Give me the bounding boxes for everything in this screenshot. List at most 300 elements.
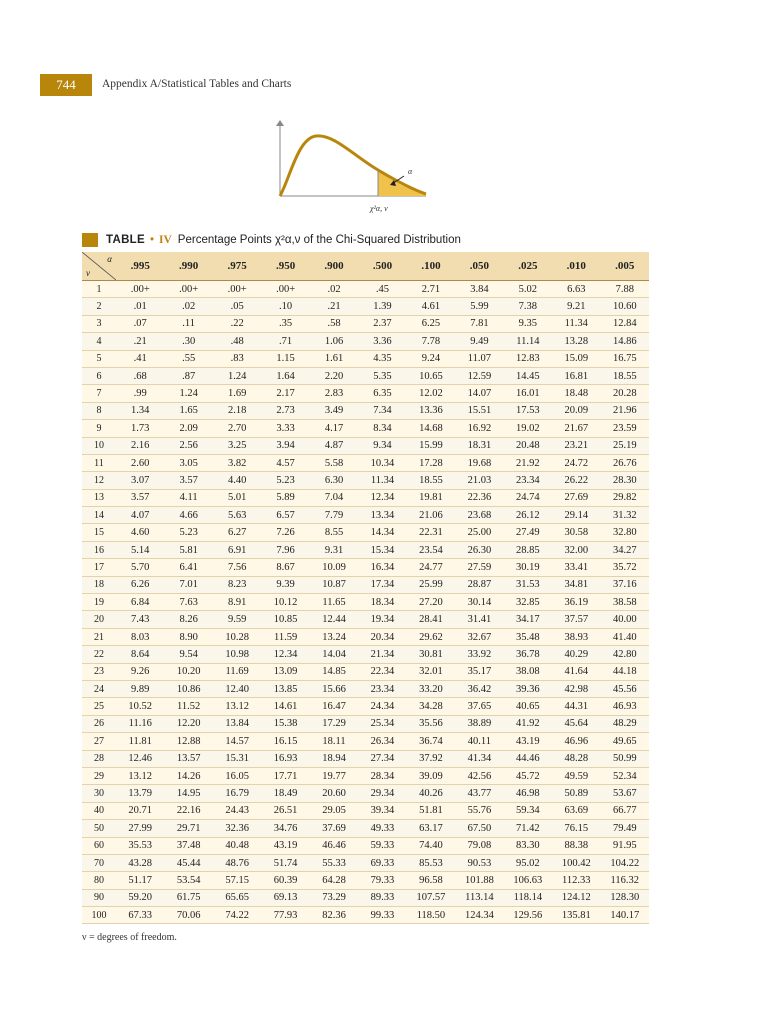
table-cell: 14.95 bbox=[164, 785, 212, 802]
table-cell: 6.30 bbox=[310, 472, 358, 489]
table-cell: 32.00 bbox=[552, 541, 600, 558]
table-cell: 112.33 bbox=[552, 872, 600, 889]
table-row bbox=[82, 733, 649, 750]
table-cell: .02 bbox=[164, 298, 212, 315]
table-cell: 74.40 bbox=[407, 837, 455, 854]
table-cell: 7.26 bbox=[261, 524, 309, 541]
degrees-of-freedom-cell: 19 bbox=[82, 594, 116, 611]
table-cell: 8.26 bbox=[164, 611, 212, 628]
column-header: .050 bbox=[455, 252, 503, 281]
critical-value-label: χ²α, ν bbox=[370, 204, 388, 213]
table-cell: 51.17 bbox=[116, 872, 164, 889]
table-cell: 13.85 bbox=[261, 680, 309, 697]
table-cell: 26.51 bbox=[261, 802, 309, 819]
table-cell: 15.09 bbox=[552, 350, 600, 367]
table-cell: 8.91 bbox=[213, 594, 261, 611]
table-cell: 3.57 bbox=[116, 489, 164, 506]
table-cell: 7.56 bbox=[213, 559, 261, 576]
table-cell: 45.44 bbox=[164, 854, 212, 871]
table-cell: 15.38 bbox=[261, 715, 309, 732]
table-cell: 9.39 bbox=[261, 576, 309, 593]
table-cell: .83 bbox=[213, 350, 261, 367]
table-cell: 12.46 bbox=[116, 750, 164, 767]
table-cell: 2.37 bbox=[358, 315, 406, 332]
page-header-title: Appendix A/Statistical Tables and Charts bbox=[102, 78, 292, 90]
table-cell: 7.04 bbox=[310, 489, 358, 506]
table-cell: .22 bbox=[213, 315, 261, 332]
table-cell: 3.49 bbox=[310, 402, 358, 419]
table-cell: 7.01 bbox=[164, 576, 212, 593]
table-cell: 29.62 bbox=[407, 628, 455, 645]
table-cell: 3.36 bbox=[358, 333, 406, 350]
table-row bbox=[82, 489, 649, 506]
table-cell: 12.34 bbox=[261, 646, 309, 663]
table-cell: 6.26 bbox=[116, 576, 164, 593]
table-cell: 46.98 bbox=[504, 785, 552, 802]
degrees-of-freedom-cell: 40 bbox=[82, 802, 116, 819]
degrees-of-freedom-cell: 1 bbox=[82, 281, 116, 298]
table-cell: 17.34 bbox=[358, 576, 406, 593]
table-cell: 67.50 bbox=[455, 820, 503, 837]
table-cell: 10.34 bbox=[358, 454, 406, 471]
table-cell: 9.59 bbox=[213, 611, 261, 628]
table-cell: 61.75 bbox=[164, 889, 212, 906]
table-cell: 45.72 bbox=[504, 767, 552, 784]
table-cell: 42.98 bbox=[552, 680, 600, 697]
table-cell: 1.34 bbox=[116, 402, 164, 419]
table-cell: 36.19 bbox=[552, 594, 600, 611]
degrees-of-freedom-cell: 17 bbox=[82, 559, 116, 576]
table-cell: 48.76 bbox=[213, 854, 261, 871]
table-cell: 10.86 bbox=[164, 680, 212, 697]
table-cell: .02 bbox=[310, 281, 358, 298]
table-row bbox=[82, 854, 649, 871]
table-cell: 10.52 bbox=[116, 698, 164, 715]
table-cell: 45.64 bbox=[552, 715, 600, 732]
table-cell: .30 bbox=[164, 333, 212, 350]
degrees-of-freedom-cell: 3 bbox=[82, 315, 116, 332]
table-cell: 24.72 bbox=[552, 454, 600, 471]
table-cell: .01 bbox=[116, 298, 164, 315]
table-row bbox=[82, 437, 649, 454]
table-cell: 38.08 bbox=[504, 663, 552, 680]
table-cell: 12.59 bbox=[455, 367, 503, 384]
table-cell: 10.09 bbox=[310, 559, 358, 576]
table-cell: 16.15 bbox=[261, 733, 309, 750]
table-row bbox=[82, 315, 649, 332]
table-cell: 2.56 bbox=[164, 437, 212, 454]
table-cell: 27.49 bbox=[504, 524, 552, 541]
table-cell: 29.71 bbox=[164, 820, 212, 837]
table-cell: 1.61 bbox=[310, 350, 358, 367]
degrees-of-freedom-cell: 14 bbox=[82, 507, 116, 524]
table-cell: 8.23 bbox=[213, 576, 261, 593]
table-cell: 96.58 bbox=[407, 872, 455, 889]
table-cell: 5.01 bbox=[213, 489, 261, 506]
table-cell: 5.23 bbox=[164, 524, 212, 541]
table-cell: 60.39 bbox=[261, 872, 309, 889]
table-cell: 118.50 bbox=[407, 907, 455, 924]
table-cell: 43.19 bbox=[504, 733, 552, 750]
table-cell: 23.54 bbox=[407, 541, 455, 558]
table-cell: 7.34 bbox=[358, 402, 406, 419]
table-cell: 79.49 bbox=[601, 820, 649, 837]
column-header: .995 bbox=[116, 252, 164, 281]
table-row bbox=[82, 594, 649, 611]
table-row bbox=[82, 333, 649, 350]
table-row bbox=[82, 837, 649, 854]
degrees-of-freedom-cell: 22 bbox=[82, 646, 116, 663]
table-cell: 69.13 bbox=[261, 889, 309, 906]
table-cell: 3.05 bbox=[164, 454, 212, 471]
table-cell: 23.34 bbox=[358, 680, 406, 697]
column-header: .010 bbox=[552, 252, 600, 281]
table-cell: 8.64 bbox=[116, 646, 164, 663]
table-cell: 12.44 bbox=[310, 611, 358, 628]
table-cell: 22.16 bbox=[164, 802, 212, 819]
table-cell: 2.20 bbox=[310, 367, 358, 384]
table-cell: 10.20 bbox=[164, 663, 212, 680]
degrees-of-freedom-cell: 8 bbox=[82, 402, 116, 419]
table-cell: 32.36 bbox=[213, 820, 261, 837]
degrees-of-freedom-cell: 11 bbox=[82, 454, 116, 471]
table-cell: 12.02 bbox=[407, 385, 455, 402]
table-cell: 7.79 bbox=[310, 507, 358, 524]
table-cell: .99 bbox=[116, 385, 164, 402]
table-cell: 10.98 bbox=[213, 646, 261, 663]
table-cell: 16.47 bbox=[310, 698, 358, 715]
table-row bbox=[82, 472, 649, 489]
table-cell: 77.93 bbox=[261, 907, 309, 924]
table-cell: 113.14 bbox=[455, 889, 503, 906]
table-header-row bbox=[82, 252, 649, 281]
column-header: .005 bbox=[601, 252, 649, 281]
table-cell: 5.70 bbox=[116, 559, 164, 576]
table-cell: 28.85 bbox=[504, 541, 552, 558]
table-cell: 99.33 bbox=[358, 907, 406, 924]
table-cell: 21.92 bbox=[504, 454, 552, 471]
table-cell: 124.12 bbox=[552, 889, 600, 906]
table-cell: 89.33 bbox=[358, 889, 406, 906]
table-cell: 3.82 bbox=[213, 454, 261, 471]
table-cell: 73.29 bbox=[310, 889, 358, 906]
table-cell: 41.92 bbox=[504, 715, 552, 732]
table-cell: 11.69 bbox=[213, 663, 261, 680]
table-cell: 5.89 bbox=[261, 489, 309, 506]
table-cell: 23.59 bbox=[601, 420, 649, 437]
table-cell: 65.65 bbox=[213, 889, 261, 906]
table-cell: 4.87 bbox=[310, 437, 358, 454]
table-cell: 38.58 bbox=[601, 594, 649, 611]
table-cell: 19.02 bbox=[504, 420, 552, 437]
table-cell: 22.31 bbox=[407, 524, 455, 541]
table-cell: 6.84 bbox=[116, 594, 164, 611]
table-cell: .10 bbox=[261, 298, 309, 315]
corner-nu-label: ν bbox=[86, 268, 90, 278]
table-cell: 18.55 bbox=[407, 472, 455, 489]
table-cell: 106.63 bbox=[504, 872, 552, 889]
table-cell: 19.68 bbox=[455, 454, 503, 471]
table-cell: 17.29 bbox=[310, 715, 358, 732]
table-cell: 71.42 bbox=[504, 820, 552, 837]
degrees-of-freedom-cell: 28 bbox=[82, 750, 116, 767]
table-cell: 59.34 bbox=[504, 802, 552, 819]
table-cell: 38.89 bbox=[455, 715, 503, 732]
degrees-of-freedom-cell: 30 bbox=[82, 785, 116, 802]
table-cell: 6.27 bbox=[213, 524, 261, 541]
table-cell: 9.35 bbox=[504, 315, 552, 332]
table-cell: 2.71 bbox=[407, 281, 455, 298]
table-cell: 12.83 bbox=[504, 350, 552, 367]
table-cell: 79.33 bbox=[358, 872, 406, 889]
table-row bbox=[82, 767, 649, 784]
table-cell: 82.36 bbox=[310, 907, 358, 924]
table-cell: 48.29 bbox=[601, 715, 649, 732]
table-cell: 13.28 bbox=[552, 333, 600, 350]
table-cell: 45.56 bbox=[601, 680, 649, 697]
table-cell: 11.34 bbox=[358, 472, 406, 489]
table-cell: .41 bbox=[116, 350, 164, 367]
table-cell: 27.34 bbox=[358, 750, 406, 767]
table-cell: 14.04 bbox=[310, 646, 358, 663]
degrees-of-freedom-cell: 15 bbox=[82, 524, 116, 541]
table-cell: 4.66 bbox=[164, 507, 212, 524]
table-cell: 41.34 bbox=[455, 750, 503, 767]
table-cell: 7.78 bbox=[407, 333, 455, 350]
table-row bbox=[82, 646, 649, 663]
table-cell: 10.65 bbox=[407, 367, 455, 384]
table-cell: 22.36 bbox=[455, 489, 503, 506]
table-cell: 27.69 bbox=[552, 489, 600, 506]
table-cell: 13.12 bbox=[213, 698, 261, 715]
caption-bullet: • bbox=[149, 234, 155, 246]
degrees-of-freedom-cell: 20 bbox=[82, 611, 116, 628]
table-cell: 20.48 bbox=[504, 437, 552, 454]
table-cell: 140.17 bbox=[601, 907, 649, 924]
table-cell: 13.34 bbox=[358, 507, 406, 524]
caption-table-number: IV bbox=[159, 234, 172, 246]
table-cell: 4.61 bbox=[407, 298, 455, 315]
table-cell: 49.59 bbox=[552, 767, 600, 784]
table-cell: 63.69 bbox=[552, 802, 600, 819]
table-cell: 4.07 bbox=[116, 507, 164, 524]
table-cell: 26.12 bbox=[504, 507, 552, 524]
table-cell: 39.34 bbox=[358, 802, 406, 819]
table-cell: 14.45 bbox=[504, 367, 552, 384]
table-cell: 40.26 bbox=[407, 785, 455, 802]
table-cell: 43.77 bbox=[455, 785, 503, 802]
table-cell: 1.73 bbox=[116, 420, 164, 437]
table-cell: 14.85 bbox=[310, 663, 358, 680]
table-cell: 23.34 bbox=[504, 472, 552, 489]
page-number: 744 bbox=[40, 74, 92, 96]
table-cell: 12.20 bbox=[164, 715, 212, 732]
degrees-of-freedom-cell: 9 bbox=[82, 420, 116, 437]
table-row bbox=[82, 402, 649, 419]
table-cell: 37.65 bbox=[455, 698, 503, 715]
table-cell: 41.64 bbox=[552, 663, 600, 680]
degrees-of-freedom-cell: 18 bbox=[82, 576, 116, 593]
degrees-of-freedom-cell: 70 bbox=[82, 854, 116, 871]
table-cell: 37.69 bbox=[310, 820, 358, 837]
table-cell: 37.57 bbox=[552, 611, 600, 628]
table-cell: 15.51 bbox=[455, 402, 503, 419]
table-cell: 27.59 bbox=[455, 559, 503, 576]
table-cell: 34.28 bbox=[407, 698, 455, 715]
table-cell: 44.18 bbox=[601, 663, 649, 680]
table-row bbox=[82, 507, 649, 524]
table-cell: 59.20 bbox=[116, 889, 164, 906]
table-cell: 28.87 bbox=[455, 576, 503, 593]
table-cell: 18.48 bbox=[552, 385, 600, 402]
table-cell: 34.27 bbox=[601, 541, 649, 558]
table-cell: 18.34 bbox=[358, 594, 406, 611]
table-cell: .00+ bbox=[116, 281, 164, 298]
table-cell: 15.99 bbox=[407, 437, 455, 454]
table-cell: 19.81 bbox=[407, 489, 455, 506]
table-cell: 24.74 bbox=[504, 489, 552, 506]
table-cell: 1.24 bbox=[164, 385, 212, 402]
table-row bbox=[82, 385, 649, 402]
table-cell: 90.53 bbox=[455, 854, 503, 871]
table-cell: 5.58 bbox=[310, 454, 358, 471]
table-cell: 11.14 bbox=[504, 333, 552, 350]
table-cell: 64.28 bbox=[310, 872, 358, 889]
table-cell: 20.60 bbox=[310, 785, 358, 802]
table-cell: 13.57 bbox=[164, 750, 212, 767]
degrees-of-freedom-cell: 21 bbox=[82, 628, 116, 645]
degrees-of-freedom-cell: 16 bbox=[82, 541, 116, 558]
table-cell: 1.24 bbox=[213, 367, 261, 384]
table-cell: 23.68 bbox=[455, 507, 503, 524]
table-cell: 15.66 bbox=[310, 680, 358, 697]
degrees-of-freedom-cell: 27 bbox=[82, 733, 116, 750]
table-cell: 9.21 bbox=[552, 298, 600, 315]
table-cell: 35.17 bbox=[455, 663, 503, 680]
table-cell: 16.81 bbox=[552, 367, 600, 384]
table-cell: .00+ bbox=[164, 281, 212, 298]
table-cell: 10.28 bbox=[213, 628, 261, 645]
degrees-of-freedom-cell: 29 bbox=[82, 767, 116, 784]
table-cell: 14.07 bbox=[455, 385, 503, 402]
table-cell: 36.74 bbox=[407, 733, 455, 750]
footnote: ν = degrees of freedom. bbox=[82, 932, 177, 943]
table-cell: 23.21 bbox=[552, 437, 600, 454]
table-cell: 44.46 bbox=[504, 750, 552, 767]
table-cell: 20.09 bbox=[552, 402, 600, 419]
table-cell: 2.18 bbox=[213, 402, 261, 419]
table-cell: 135.81 bbox=[552, 907, 600, 924]
table-cell: 25.00 bbox=[455, 524, 503, 541]
table-cell: 107.57 bbox=[407, 889, 455, 906]
column-header: .990 bbox=[164, 252, 212, 281]
table-cell: 2.16 bbox=[116, 437, 164, 454]
table-row bbox=[82, 541, 649, 558]
table-cell: 25.99 bbox=[407, 576, 455, 593]
table-cell: 22.34 bbox=[358, 663, 406, 680]
table-cell: 12.88 bbox=[164, 733, 212, 750]
table-cell: 8.55 bbox=[310, 524, 358, 541]
table-cell: 2.83 bbox=[310, 385, 358, 402]
table-cell: 36.42 bbox=[455, 680, 503, 697]
table-cell: .87 bbox=[164, 367, 212, 384]
table-cell: 30.14 bbox=[455, 594, 503, 611]
table-cell: 70.06 bbox=[164, 907, 212, 924]
table-cell: 14.57 bbox=[213, 733, 261, 750]
table-cell: 1.06 bbox=[310, 333, 358, 350]
table-cell: 21.96 bbox=[601, 402, 649, 419]
table-cell: 26.22 bbox=[552, 472, 600, 489]
table-row bbox=[82, 611, 649, 628]
table-row bbox=[82, 559, 649, 576]
table-cell: 35.72 bbox=[601, 559, 649, 576]
table-cell: 1.64 bbox=[261, 367, 309, 384]
table-cell: 25.19 bbox=[601, 437, 649, 454]
table-cell: 11.07 bbox=[455, 350, 503, 367]
table-cell: 9.54 bbox=[164, 646, 212, 663]
table-cell: 5.63 bbox=[213, 507, 261, 524]
table-cell: 26.34 bbox=[358, 733, 406, 750]
table-cell: 34.17 bbox=[504, 611, 552, 628]
table-cell: 13.12 bbox=[116, 767, 164, 784]
table-cell: 16.93 bbox=[261, 750, 309, 767]
degrees-of-freedom-cell: 50 bbox=[82, 820, 116, 837]
table-cell: .58 bbox=[310, 315, 358, 332]
table-row bbox=[82, 680, 649, 697]
table-cell: 8.03 bbox=[116, 628, 164, 645]
table-cell: 21.34 bbox=[358, 646, 406, 663]
table-row bbox=[82, 524, 649, 541]
table-cell: 6.91 bbox=[213, 541, 261, 558]
table-cell: 5.81 bbox=[164, 541, 212, 558]
table-cell: .21 bbox=[116, 333, 164, 350]
table-cell: 7.43 bbox=[116, 611, 164, 628]
degrees-of-freedom-cell: 80 bbox=[82, 872, 116, 889]
table-cell: 74.22 bbox=[213, 907, 261, 924]
table-cell: 9.31 bbox=[310, 541, 358, 558]
table-cell: 3.57 bbox=[164, 472, 212, 489]
table-cell: 1.65 bbox=[164, 402, 212, 419]
table-cell: 10.87 bbox=[310, 576, 358, 593]
table-row bbox=[82, 802, 649, 819]
table-cell: 33.41 bbox=[552, 559, 600, 576]
table-cell: 128.30 bbox=[601, 889, 649, 906]
table-cell: 2.60 bbox=[116, 454, 164, 471]
table-cell: 18.11 bbox=[310, 733, 358, 750]
table-cell: 39.09 bbox=[407, 767, 455, 784]
table-cell: 46.46 bbox=[310, 837, 358, 854]
table-cell: 9.49 bbox=[455, 333, 503, 350]
table-cell: 63.17 bbox=[407, 820, 455, 837]
table-cell: 40.11 bbox=[455, 733, 503, 750]
table-cell: 55.33 bbox=[310, 854, 358, 871]
degrees-of-freedom-cell: 12 bbox=[82, 472, 116, 489]
column-header: .900 bbox=[310, 252, 358, 281]
table-row bbox=[82, 820, 649, 837]
table-cell: 17.28 bbox=[407, 454, 455, 471]
table-cell: 11.16 bbox=[116, 715, 164, 732]
degrees-of-freedom-cell: 7 bbox=[82, 385, 116, 402]
table-cell: 1.69 bbox=[213, 385, 261, 402]
table-cell: 31.32 bbox=[601, 507, 649, 524]
table-cell: 11.34 bbox=[552, 315, 600, 332]
table-row bbox=[82, 576, 649, 593]
column-header: .950 bbox=[261, 252, 309, 281]
table-cell: 8.67 bbox=[261, 559, 309, 576]
table-cell: 14.86 bbox=[601, 333, 649, 350]
table-cell: 10.60 bbox=[601, 298, 649, 315]
table-cell: 53.67 bbox=[601, 785, 649, 802]
